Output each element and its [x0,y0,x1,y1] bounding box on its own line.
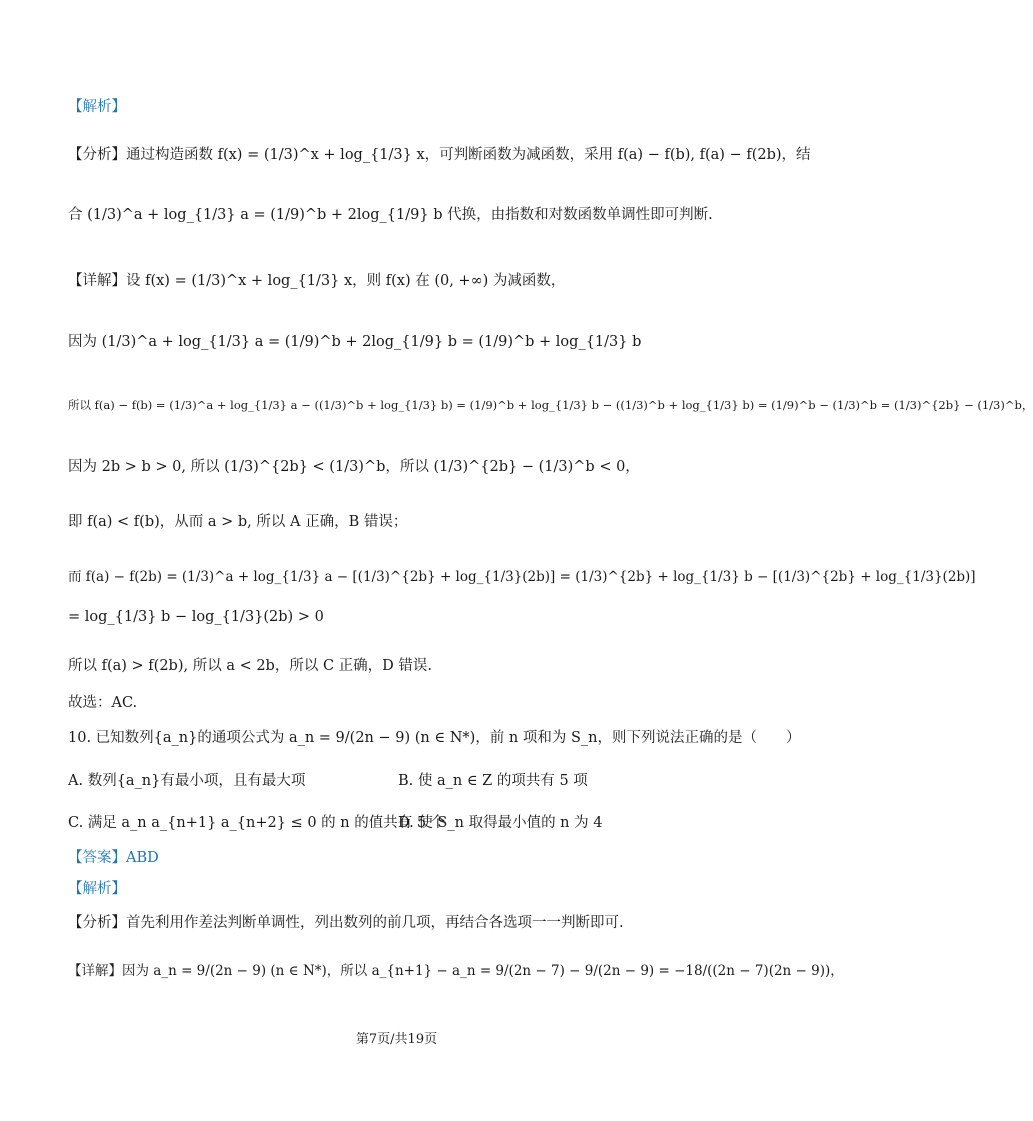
detail-line-5: 即 f(a) < f(b)，从而 a > b, 所以 A 正确，B 错误； [68,514,408,530]
detail-line-1: 【详解】设 f(x) = (1/3)^x + log_{1/3} x，则 f(x) 在 (0, +∞) 为减函数， [68,273,566,289]
section-tag-jiexi: 【解析】 [68,99,126,115]
analysis-line-2: 合 (1/3)^a + log_{1/3} a = (1/9)^b + 2log_{1/9} b 代换，由指数和对数函数单调性即可判断. [68,207,713,223]
detail-line-2: 因为 (1/3)^a + log_{1/3} a = (1/9)^b + 2log_{1/9} b = (1/9)^b + log_{1/3} b [68,334,642,350]
analysis-line-1: 【分析】通过构造函数 f(x) = (1/3)^x + log_{1/3} x，可判断函数为减函数，采用 f(a) − f(b), f(a) − f(2b)，结 [68,147,811,163]
option-a: A. 数列{a_n}有最小项，且有最大项 [68,773,306,789]
page-number-footer: 第7页/共19页 [355,1032,438,1047]
question-10-stem: 10. 已知数列{a_n}的通项公式为 a_n = 9/(2n − 9) (n ∈ N*)，前 n 项和为 S_n，则下列说法正确的是（ ） [68,730,801,746]
option-b: B. 使 a_n ∈ Z 的项共有 5 项 [398,773,588,789]
detail-line-6: 而 f(a) − f(2b) = (1/3)^a + log_{1/3} a − [(1/3)^{2b} + log_{1/3}(2b)] = (1/3)^{2b} + log_{1/3} b − [(1/3)^{2b} + log_{1/3}(2b)] [68,569,976,585]
detail-line-8: 所以 f(a) > f(2b), 所以 a < 2b，所以 C 正确，D 错误. [68,658,432,674]
detail-line-4: 因为 2b > b > 0, 所以 (1/3)^{2b} < (1/3)^b，所以 (1/3)^{2b} − (1/3)^b < 0， [68,459,640,475]
answer-tag: 【答案】ABD [68,850,159,866]
answer-line [68,847,733,869]
detail-line-7: = log_{1/3} b − log_{1/3}(2b) > 0 [68,609,324,625]
answer-choice-line: 故选：AC. [68,695,138,711]
section-tag-jiexi-2: 【解析】 [68,881,126,897]
analysis-q10: 【分析】首先利用作差法判断单调性，列出数列的前几项，再结合各选项一一判断即可. [68,915,624,931]
detail-q10: 【详解】因为 a_n = 9/(2n − 9) (n ∈ N*)，所以 a_{n+1} − a_n = 9/(2n − 7) − 9/(2n − 9) = −18/((2n − 7)(2n − 9))， [68,963,844,979]
option-d: D. 使 S_n 取得最小值的 n 为 4 [398,815,603,831]
option-c: C. 满足 a_n a_{n+1} a_{n+2} ≤ 0 的 n 的值共有 5 个 [68,815,446,831]
detail-line-3: 所以 f(a) − f(b) = (1/3)^a + log_{1/3} a − ((1/3)^b + log_{1/3} b) = (1/9)^b + log_{1/3} b − ((1/3)^b + log_{1/3} b) = (1/9)^b − (1/3)^b = (1/3)^{2b} − (1/3)^b， [68,398,1033,412]
